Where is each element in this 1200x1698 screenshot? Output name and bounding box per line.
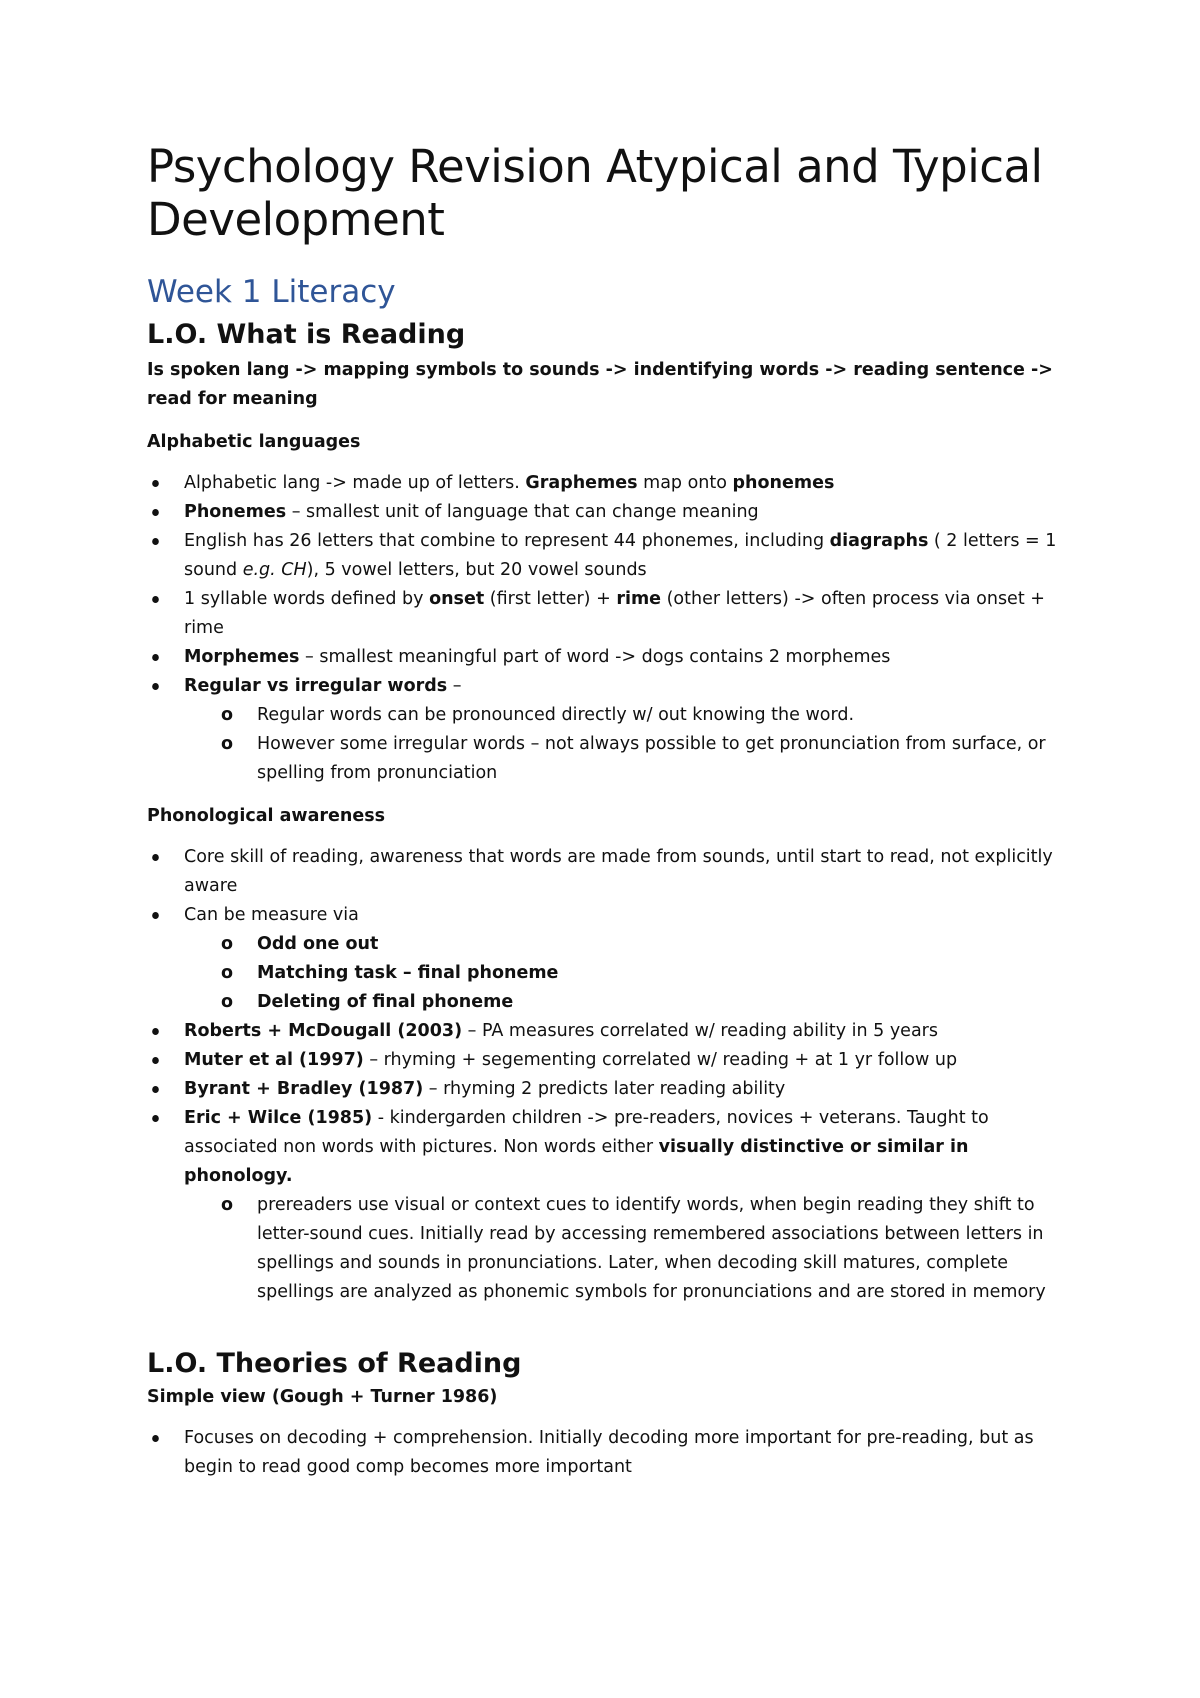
text: – rhyming 2 predicts later reading ability: [423, 1079, 786, 1099]
text: ( 2 letters = 1 sound: [184, 531, 1057, 580]
document-page: [147, 140, 1067, 1482]
document-title: Psychology Revision Atypical and Typical Development: [147, 140, 1043, 246]
text: – PA measures correlated w/ reading ability in 5 years: [462, 1021, 938, 1041]
term: diagraphs: [829, 531, 929, 551]
text: – rhyming + segementing correlated w/ reading + at 1 yr follow up: [363, 1050, 958, 1070]
text: –: [447, 676, 462, 696]
sub-list: [184, 1191, 1067, 1307]
citation: Eric + Wilce (1985): [184, 1108, 373, 1128]
text: (other letters) -> often process via onset + rime: [184, 589, 1045, 638]
list-item: [184, 901, 1067, 1017]
term: onset: [429, 589, 485, 609]
sub-list-item: o Deleting of final phoneme: [257, 988, 1067, 1017]
text: 1 syllable words defined by: [184, 589, 430, 609]
citation: Byrant + Bradley (1987): [184, 1079, 424, 1099]
sub-list-item: o prereaders use visual or context cues to identify words, when begin reading they shift to letter-sound cues. Initially read by accessing remembered associations between letters in spellings and sounds in pronunciations. Later, when decoding skill matures, complete spellings are analyzed as phonemic symbols for pronunciations and are stored in memory: [257, 1191, 1067, 1307]
text: – smallest unit of language that can change meaning: [286, 502, 759, 522]
list-item: [184, 643, 1067, 672]
subheading-alphabetic-languages: Alphabetic languages: [147, 432, 361, 452]
term: Regular vs irregular words: [184, 676, 448, 696]
list-item: [184, 585, 1067, 643]
sub-list-item: o Matching task – final phoneme: [257, 959, 1067, 988]
text: ), 5 vowel letters, but 20 vowel sounds: [306, 560, 647, 580]
list-item: [184, 469, 1067, 498]
phonological-list: [147, 843, 1067, 1307]
term: phonemes: [732, 473, 835, 493]
text: Alphabetic lang -> made up of letters.: [184, 473, 526, 493]
sub-list-item: o However some irregular words – not always possible to get pronunciation from surface, or spelling from pronunciation: [257, 730, 1067, 788]
list-item: [184, 527, 1067, 585]
text: - kindergarden children -> pre-readers, novices + veterans. Taught to associated non words with pictures. Non words either: [184, 1108, 989, 1157]
subheading-simple-view: Simple view (Gough + Turner 1986): [147, 1387, 498, 1407]
text: – smallest meaningful part of word -> dogs contains 2 morphemes: [299, 647, 891, 667]
week-heading: Week 1 Literacy: [147, 274, 396, 310]
term: visually distinctive or similar in phonology.: [184, 1137, 969, 1186]
list-item: [184, 672, 1067, 788]
text: English has 26 letters that combine to represent 44 phonemes, including: [184, 531, 830, 551]
list-item: [184, 1046, 1067, 1075]
list-item: [184, 498, 1067, 527]
sub-list: [184, 701, 1067, 788]
simple-view-list: [147, 1424, 1067, 1482]
citation: Muter et al (1997): [184, 1050, 364, 1070]
text: (first letter) +: [484, 589, 617, 609]
list-item: [184, 1017, 1067, 1046]
citation: Roberts + McDougall (2003): [184, 1021, 463, 1041]
term: rime: [616, 589, 662, 609]
list-item: Focuses on decoding + comprehension. Initially decoding more important for pre-reading, but as begin to read good comp becomes more important: [184, 1424, 1067, 1482]
term: Graphemes: [525, 473, 638, 493]
sub-list-item: o Odd one out: [257, 930, 1067, 959]
term: Morphemes: [184, 647, 300, 667]
example: e.g. CH: [242, 560, 307, 580]
list-item: [184, 1104, 1067, 1307]
list-item: [184, 1075, 1067, 1104]
sub-list: [184, 930, 1067, 1017]
reading-intro: Is spoken lang -> mapping symbols to sounds -> indentifying words -> reading sentence -> read for meaning: [147, 360, 1053, 409]
alphabetic-list: [147, 469, 1067, 788]
text: Can be measure via: [184, 905, 359, 925]
section-heading-theories-of-reading: L.O. Theories of Reading: [147, 1348, 522, 1379]
sub-list-item: o Regular words can be pronounced directly w/ out knowing the word.: [257, 701, 1067, 730]
text: map onto: [637, 473, 733, 493]
subheading-phonological-awareness: Phonological awareness: [147, 806, 386, 826]
section-heading-what-is-reading: L.O. What is Reading: [147, 319, 466, 350]
term: Phonemes: [184, 502, 287, 522]
list-item: Core skill of reading, awareness that words are made from sounds, until start to read, not explicitly aware: [184, 843, 1067, 901]
